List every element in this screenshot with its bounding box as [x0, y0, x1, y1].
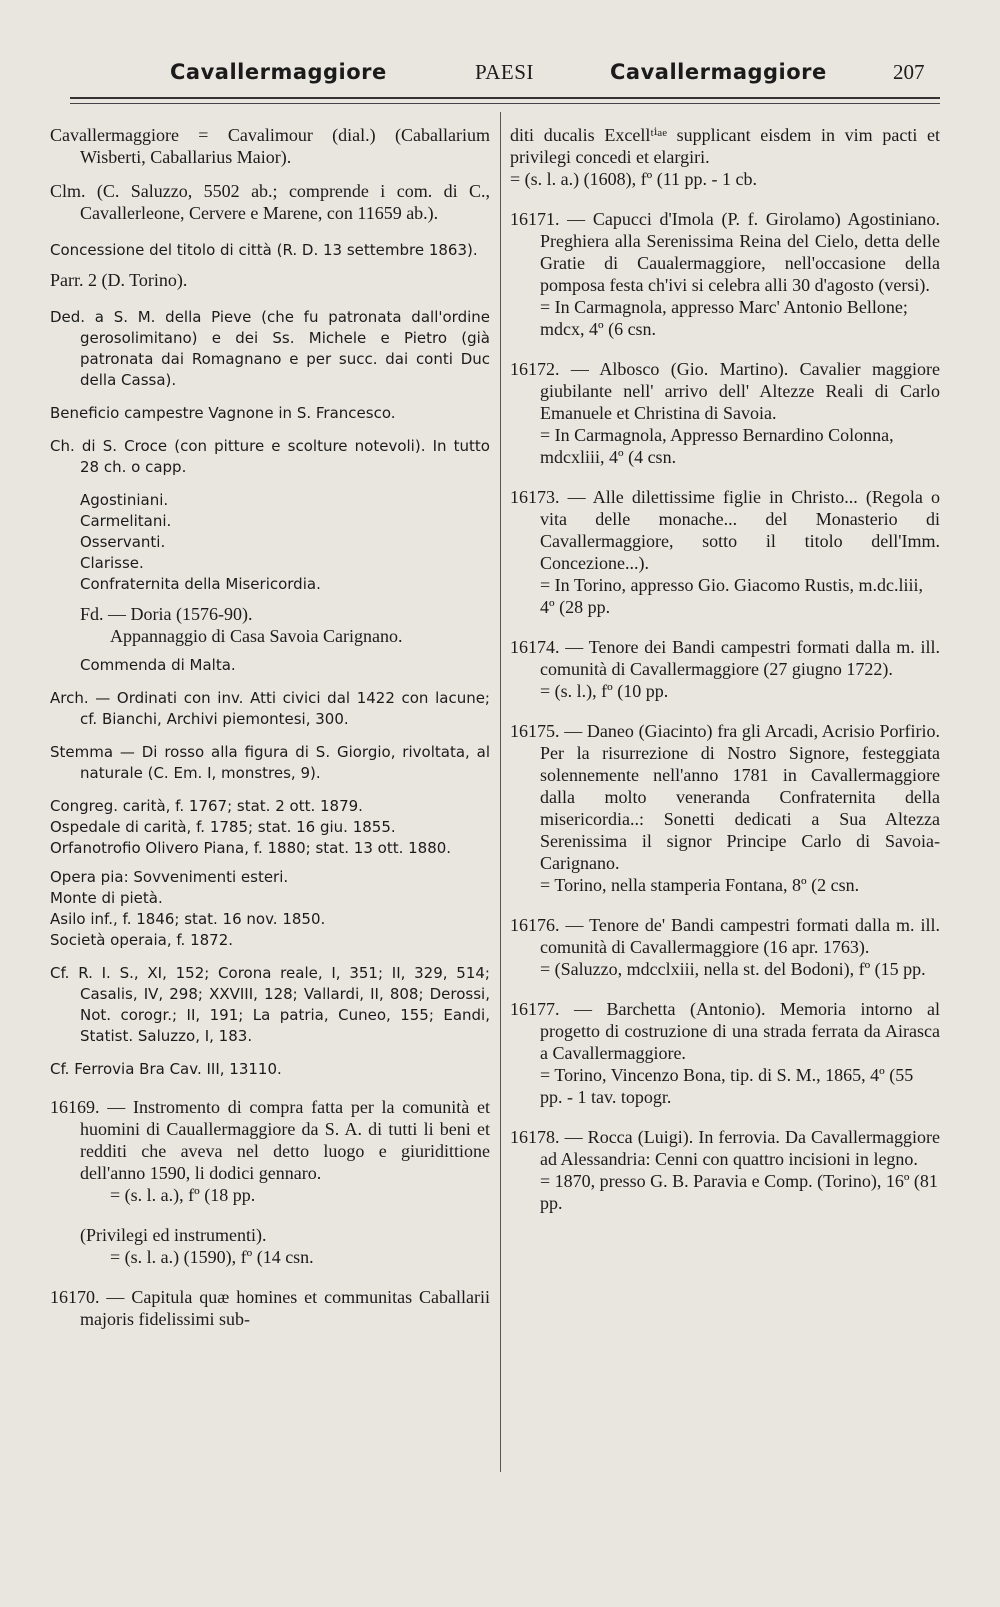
entry-text: 16169. — Instromento di compra fatta per la comunità et huomini di Cauallermaggiore da S. A. di tutti li beni et redditi che aveva nel detto luogo e giuridittione dell'anno 1590, li dodici gennaro. — [50, 1097, 490, 1183]
entry-text: 16174. — Tenore dei Bandi campestri formati dalla m. ill. comunità di Cavallermaggiore (27 giugno 1722). — [510, 637, 940, 679]
entry-imprint: = In Torino, appresso Gio. Giacomo Rustis, m.dc.liii, 4º (28 pp. — [540, 575, 924, 617]
institutions-list — [50, 796, 490, 859]
list-item: Confraternita della Misericordia. — [80, 575, 321, 593]
bibliography-entry-continuation — [510, 124, 940, 190]
list-item: Ospedale di carità, f. 1785; stat. 16 giu. 1855. — [50, 818, 396, 836]
entry-imprint: = 1870, presso G. B. Paravia e Comp. (Torino), 16º (81 pp. — [540, 1171, 938, 1213]
list-item: Congreg. carità, f. 1767; stat. 2 ott. 1879. — [50, 797, 363, 815]
entry-text: 16178. — Rocca (Luigi). In ferrovia. Da Cavallermaggiore ad Alessandria: Cenni con quattro incisioni in legno. — [510, 1127, 940, 1169]
entry-imprint: = (s. l. a.) (1608), fº (11 pp. - 1 cb. — [510, 169, 758, 189]
list-item: Carmelitani. — [80, 512, 172, 530]
appanage: Appannaggio di Casa Savoia Carignano. — [110, 626, 403, 646]
entry-imprint: = In Carmagnola, appresso Marc' Antonio Bellone; mdcx, 4º (6 csn. — [540, 297, 908, 339]
religious-orders-list — [50, 490, 490, 595]
list-item: Osservanti. — [80, 533, 166, 551]
bibliography-entry — [510, 914, 940, 980]
commenda: Commenda di Malta. — [80, 656, 236, 674]
entry-imprint: = (s. l. a.) (1590), fº (14 csn. — [110, 1247, 314, 1267]
list-item: Opera pia: Sovvenimenti esteri. — [50, 868, 289, 886]
pious-works-list — [50, 867, 490, 951]
right-column — [510, 124, 940, 1232]
references: Cf. R. I. S., XI, 152; Corona reale, I, 351; II, 329, 514; Casalis, IV, 298; XXVIII, 128; Vallardi, II, 808; Derossi, Not. corogr.; II, 191; La patria, Cuneo, 155; Eandi, Statist. Saluzzo, I, 183. — [50, 964, 490, 1045]
dedication: Ded. a S. M. della Pieve (che fu patronata dall'ordine gerosolimitano) e dei Ss. Michele e Pietro (già patronata dai Romagnano e per succ. dai conti Duc della Cassa). — [50, 308, 490, 389]
entry-text: diti ducalis Excellᵗⁱᵃᵉ supplicant eisdem in vim pacti et privilegi concedi et elargiri. — [510, 125, 940, 167]
entry-text: 16176. — Tenore de' Bandi campestri formati dalla m. ill. comunità di Cavallermaggiore (16 apr. 1763). — [510, 915, 940, 957]
entry-text: 16175. — Daneo (Giacinto) fra gli Arcadi, Acrisio Porfirio. Per la risurrezione di Nostro Signore, festeggiata solennemente nell'anno 1781 in Cavallermaggiore dalla molto veneranda Confraternita della misericordia..: Sonetti dedicati a Sua Altezza Serenissima il signor Principe Carlo di Savoia-Carignano. — [510, 721, 940, 873]
entry-text: 16170. — Capitula quæ homines et communitas Caballarii majoris fidelissimi sub- — [50, 1287, 490, 1329]
fief: Fd. — Doria (1576-90). — [80, 604, 253, 624]
entry-text: (Privilegi ed instrumenti). — [80, 1225, 267, 1245]
entry-census: Clm. (C. Saluzzo, 5502 ab.; comprende i com. di C., Cavallerleone, Cervere e Marene, con 11659 ab.). — [50, 181, 490, 223]
bibliography-entry — [510, 486, 940, 618]
bibliography-entry — [510, 208, 940, 340]
entry-imprint: = In Carmagnola, Appresso Bernardino Colonna, mdcxliii, 4º (4 csn. — [540, 425, 894, 467]
list-item: Clarisse. — [80, 554, 144, 572]
entry-text: 16172. — Albosco (Gio. Martino). Cavalier maggiore giubilante nell' arrivo dell' Altezze Reali di Carlo Emanuele et Christina di Savoia. — [510, 359, 940, 423]
entry-imprint: = Torino, Vincenzo Bona, tip. di S. M., 1865, 4º (55 pp. - 1 tav. topogr. — [540, 1065, 914, 1107]
list-item: Asilo inf., f. 1846; stat. 16 nov. 1850. — [50, 910, 326, 928]
column-divider — [500, 112, 501, 1472]
entry-imprint: = (Saluzzo, mdcclxiii, nella st. del Bodoni), fº (15 pp. — [540, 959, 926, 979]
parish: Parr. 2 (D. Torino). — [50, 270, 188, 290]
bibliography-entry — [50, 1286, 490, 1330]
bibliography-entry — [510, 358, 940, 468]
entry-text: 16177. — Barchetta (Antonio). Memoria intorno al progetto di costruzione di una strada ferrata da Airasca a Cavallermaggiore. — [510, 999, 940, 1063]
list-item: Orfanotrofio Olivero Piana, f. 1880; stat. 13 ott. 1880. — [50, 839, 452, 857]
bibliography-entry — [510, 636, 940, 702]
header-section: PAESI — [475, 60, 534, 84]
entry-imprint: = (s. l. a.), fº (18 pp. — [110, 1185, 256, 1205]
list-item: Agostiniani. — [80, 491, 169, 509]
title-grant: Concessione del titolo di città (R. D. 13 settembre 1863). — [50, 241, 478, 259]
header-right-title: Cavallermaggiore — [610, 60, 827, 84]
header-rule-thick — [70, 97, 940, 99]
bibliography-entry — [50, 1096, 490, 1206]
page-number: 207 — [893, 60, 925, 84]
running-header — [70, 60, 940, 96]
entry-imprint: = (s. l.), fº (10 pp. — [540, 681, 669, 701]
entry-text: 16173. — Alle dilettissime figlie in Christo... (Regola o vita delle monache... del Monasterio di Cavallermaggiore, sotto il titolo dell'Imm. Concezione...). — [510, 487, 940, 573]
coat-of-arms: Stemma — Di rosso alla figura di S. Giorgio, rivoltata, al naturale (C. Em. I, monstres, 9). — [50, 743, 490, 782]
bibliography-entry — [510, 720, 940, 896]
benefice: Beneficio campestre Vagnone in S. Francesco. — [50, 404, 396, 422]
header-rule-thin — [70, 103, 940, 104]
bibliography-entry — [510, 998, 940, 1108]
bibliography-entry — [50, 1224, 490, 1268]
churches: Ch. di S. Croce (con pitture e scolture notevoli). In tutto 28 ch. o capp. — [50, 437, 490, 476]
entry-imprint: = Torino, nella stamperia Fontana, 8º (2 csn. — [540, 875, 860, 895]
list-item: Società operaia, f. 1872. — [50, 931, 234, 949]
bibliography-entry — [510, 1126, 940, 1214]
archive: Arch. — Ordinati con inv. Atti civici dal 1422 con lacune; cf. Bianchi, Archivi piemontesi, 300. — [50, 689, 490, 728]
railway-reference: Cf. Ferrovia Bra Cav. III, 13110. — [50, 1060, 282, 1078]
header-left-title: Cavallermaggiore — [170, 60, 387, 84]
list-item: Monte di pietà. — [50, 889, 163, 907]
entry-intro: Cavallermaggiore = Cavalimour (dial.) (Caballarium Wisberti, Caballarius Maior). — [50, 125, 490, 167]
entry-text: 16171. — Capucci d'Imola (P. f. Girolamo) Agostiniano. Preghiera alla Serenissima Reina del Cielo, detta delle Gratie di Caualermaggiore, nell'occasione della pomposa festa ch'ivi si celebra alli 30 d'agosto (versi). — [510, 209, 940, 295]
left-column — [50, 124, 490, 1348]
